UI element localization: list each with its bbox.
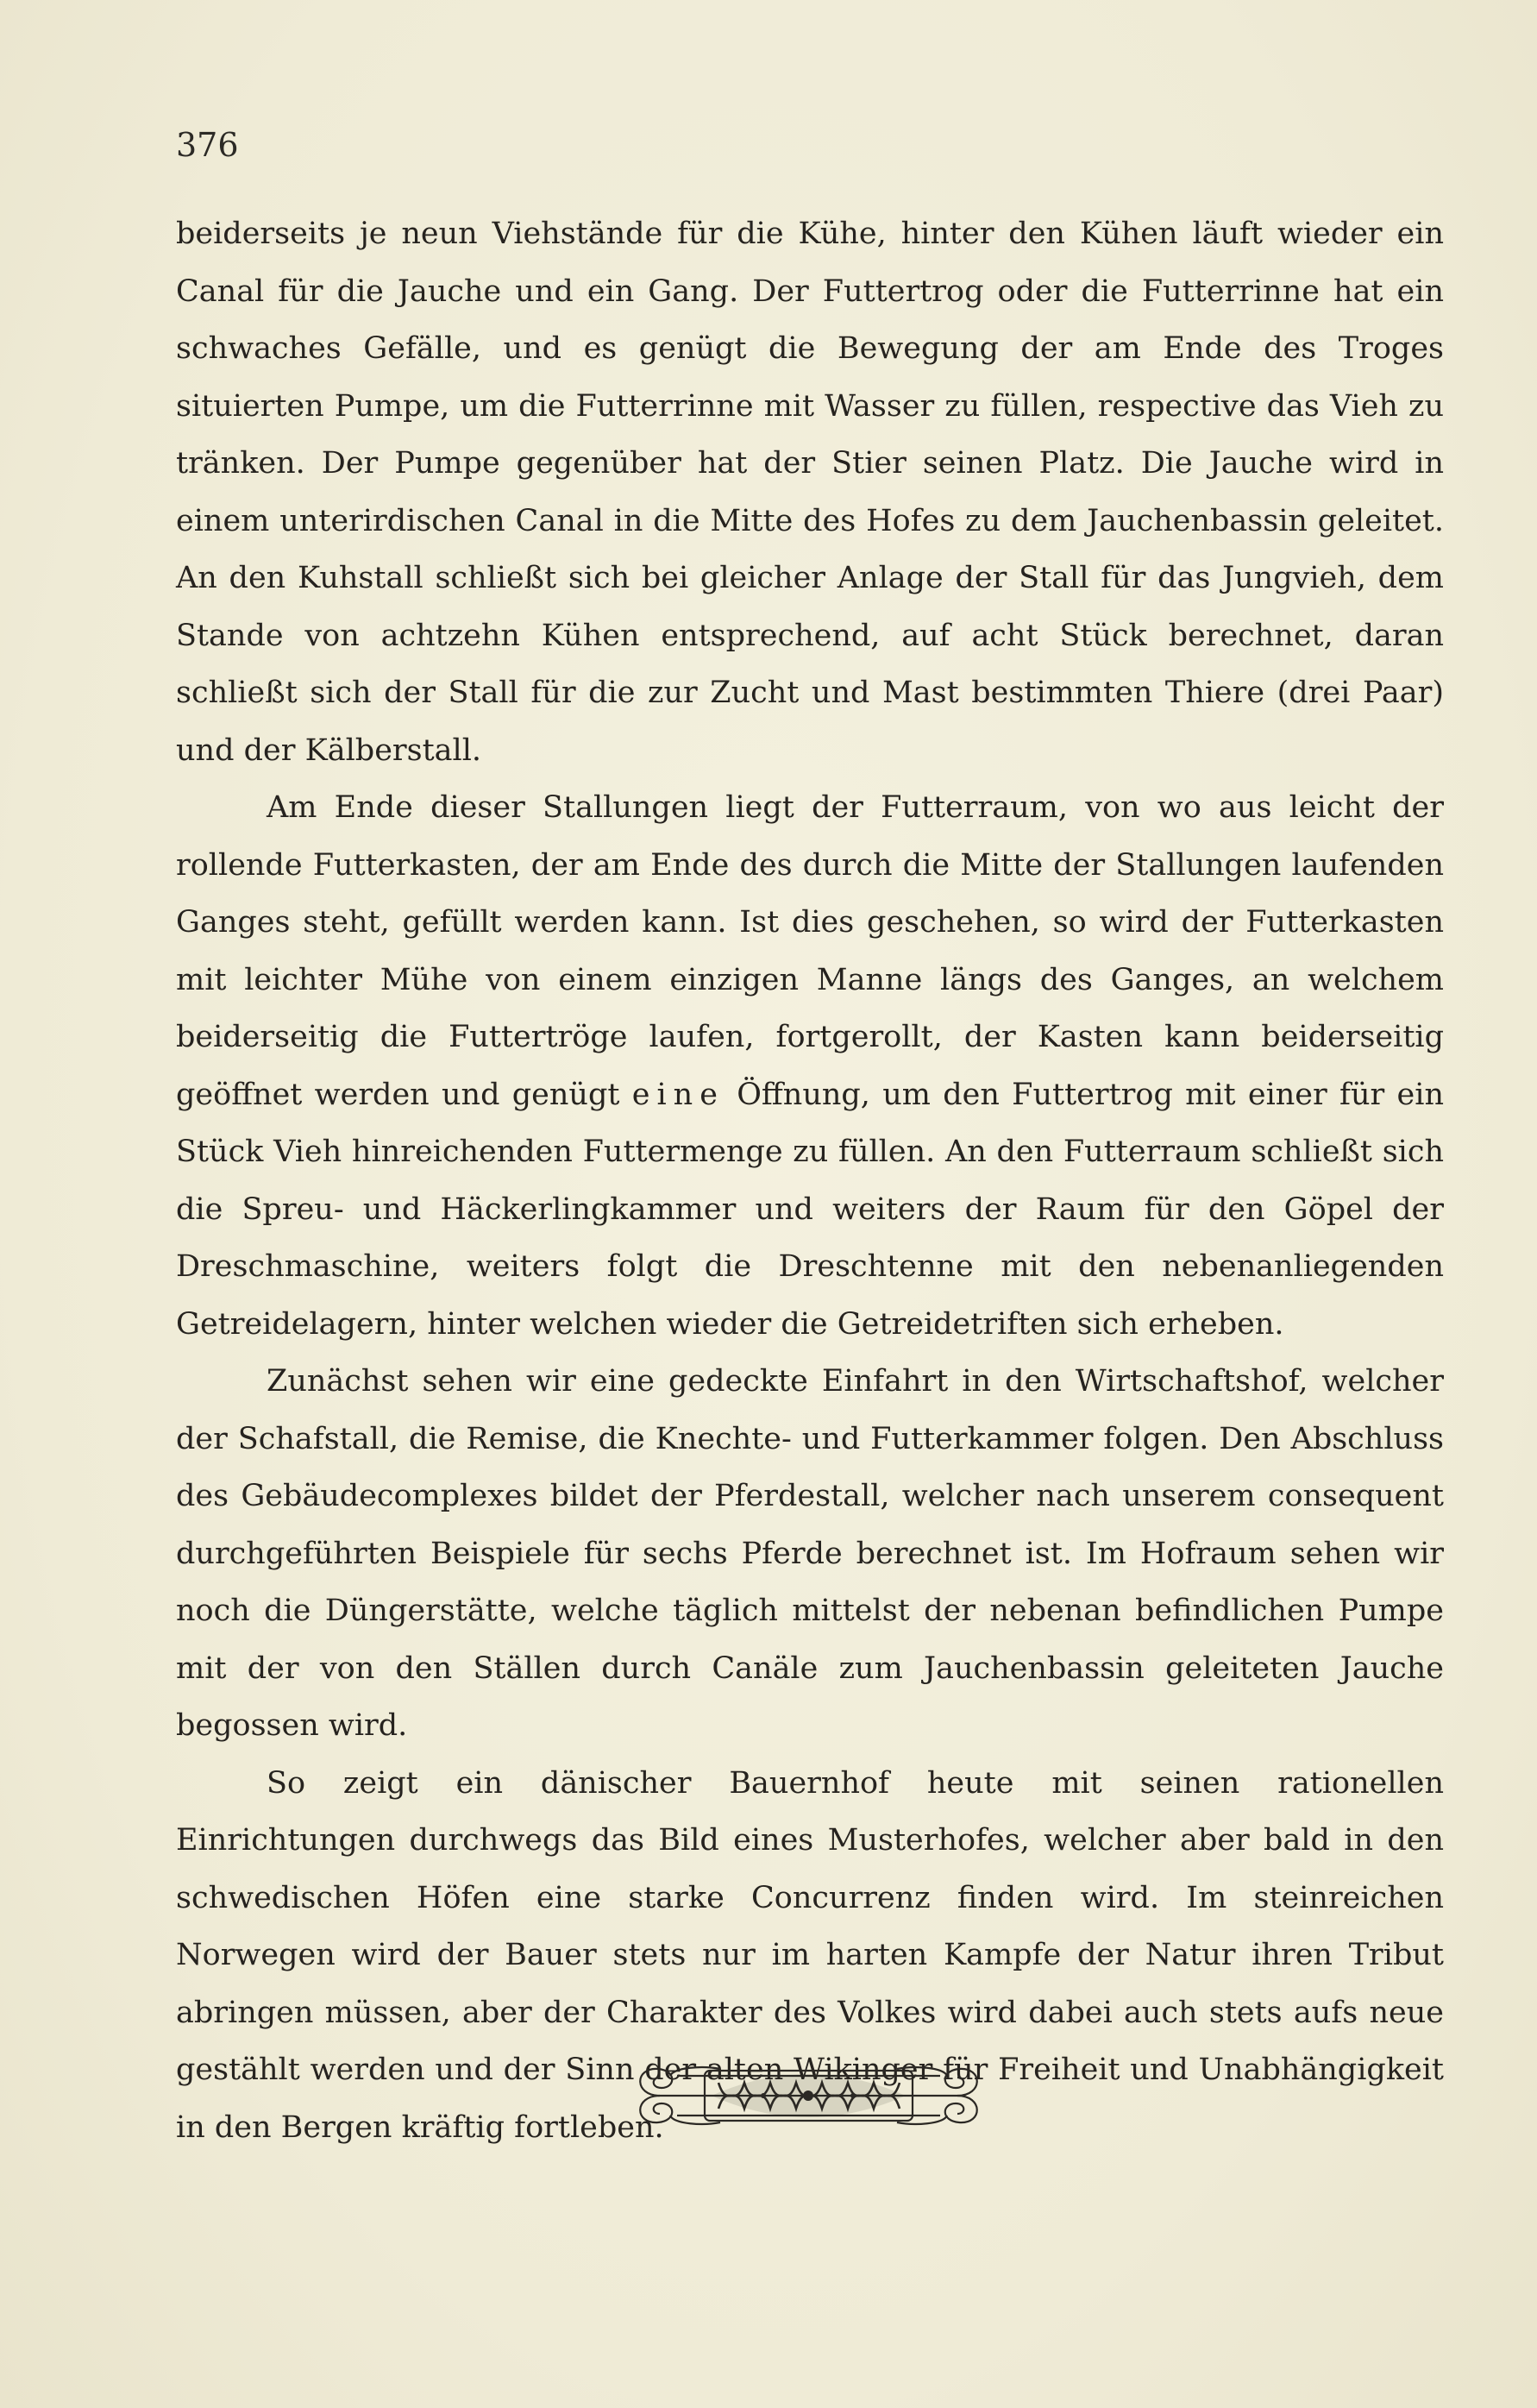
paragraph-3-text: Zunächst sehen wir eine gedeckte Einfahrt in den Wirtschaftshof, welcher der Schafstall, die Remise, die Knechte- und Futterkammer folgen. Den Abschluss des Gebäudecomplexes bildet der Pferdestall, welcher nach unserem consequent durchgeführten Beispiele für sechs Pferde berechnet ist. Im Hofraum sehen wir noch die Düngerstätte, welche täglich mittelst der nebenan befindlichen Pumpe mit der von den Ställen durch Canäle zum Jauchenbassin geleiteten Jauche begossen wird. <box>176 1364 1444 1743</box>
body-text <box>176 205 1444 2156</box>
paragraph-3 <box>176 1353 1444 1755</box>
paragraph-4-text: So zeigt ein dänischer Bauernhof heute mit seinen rationellen Einrichtungen durchwegs das Bild eines Musterhofes, welcher aber bald in den schwedischen Höfen eine starke Concurrenz finden wird. Im steinreichen Norwegen wird der Bauer stets nur im harten Kampfe der Natur ihren Tribut abringen müssen, aber der Charakter des Volkes wird dabei auch stets aufs neue gestählt werden und der Sinn der alten Wikinger für Freiheit und Unabhängigkeit in den Bergen kräftig fortleben. <box>176 1765 1444 2145</box>
paragraph-2-text: Am Ende dieser Stallungen liegt der Futterraum, von wo aus leicht der rollende Futterkasten, der am Ende des durch die Mitte der Stallungen laufenden Ganges steht, gefüllt werden kann. Ist dies geschehen, so wird der Futterkasten mit leichter Mühe von einem einzigen Manne längs des Ganges, an welchem beiderseitig die Futtertröge laufen, fortgerollt, der Kasten kann beiderseitig geöffnet werden und genügt <box>176 790 1444 1112</box>
paragraph-1 <box>176 205 1444 779</box>
paragraph-2-text-continued: Öffnung, um den Futtertrog mit einer für ein Stück Vieh hinreichenden Futtermenge zu füllen. An den Futterraum schließt sich die Spreu- und Häckerlingkammer und weiters der Raum für den Göpel der Dreschmaschine, weiters folgt die Dreschtenne mit den nebenanliegenden Getreidelagern, hinter welchen wieder die Getreidetriften sich erheben. <box>176 1077 1444 1342</box>
paragraph-2 <box>176 779 1444 1353</box>
paragraph-1-text: beiderseits je neun Viehstände für die Kühe, hinter den Kühen läuft wieder ein Canal für die Jauche und ein Gang. Der Futtertrog oder die Futterrinne hat ein schwaches Gefälle, und es genügt die Bewegung der am Ende des Troges situierten Pumpe, um die Futterrinne mit Wasser zu füllen, respective das Vieh zu tränken. Der Pumpe gegenüber hat der Stier seinen Platz. Die Jauche wird in einem unterirdischen Canal in die Mitte des Hofes zu dem Jauchenbassin geleitet. An den Kuhstall schließt sich bei gleicher Anlage der Stall für das Jungvieh, dem Stande von achtzehn Kühen entsprechend, auf acht Stück berechnet, daran schließt sich der Stall für die zur Zucht und Mast bestimmten Thiere (drei Paar) und der Kälberstall. <box>176 217 1444 768</box>
paragraph-2-emphasis: eine <box>631 1077 725 1112</box>
decorative-tailpiece-ornament-icon <box>625 2057 992 2135</box>
page-number: 376 <box>176 126 239 164</box>
